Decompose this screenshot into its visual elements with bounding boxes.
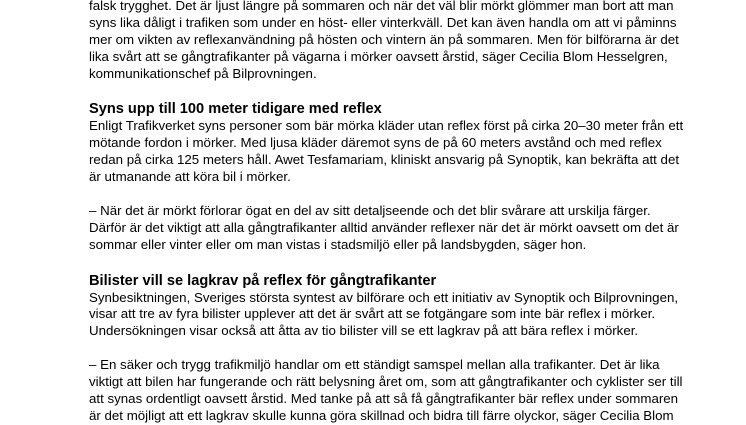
paragraph-quote-bilprovningen xyxy=(89,357,689,425)
text-line: redan på cirka 125 meters håll. Awet Tesfamariam, kliniskt ansvarig på Synoptik, kan bekräfta att det xyxy=(89,152,680,168)
paragraph-spacer xyxy=(89,83,689,100)
paragraph-trafikverket xyxy=(89,118,689,186)
paragraph-quote-synoptik xyxy=(89,203,689,254)
text-line: Undersökningen visar också att åtta av tio bilister vill se ett lagkrav på att bära reflex i mörker. xyxy=(89,323,639,339)
paragraph-synbesiktningen xyxy=(89,290,689,341)
paragraph-spacer xyxy=(89,186,689,203)
text-line: visar att tre av fyra bilister upplever att det är svårt att se fotgängare som inte bär reflex i mörker. xyxy=(89,306,656,322)
text-line: viktigt att bilen har fungerande och rätt belysning året om, som att gångtrafikanter och cyklister ser till xyxy=(89,374,683,390)
text-line: sommar eller vinter eller om man vistas i stadsmiljö eller på landsbygden, säger hon. xyxy=(89,236,587,252)
text-line: mer om vikten av reflexanvändning på hösten och vintern än på sommaren. Men för bilförarna är det xyxy=(89,31,679,47)
text-line: – När det är mörkt förlorar ögat en del av sitt detaljseende och det blir svårare att urskilja färger. xyxy=(89,202,651,218)
text-line: falsk trygghet. Det är ljust längre på sommaren och när det väl blir mörkt glömmer man bort att man xyxy=(89,0,674,13)
section-heading-law-requirement: Bilister vill se lagkrav på reflex för gångtrafikanter xyxy=(89,272,437,289)
text-line: kommunikationschef på Bilprovningen. xyxy=(89,65,317,81)
paragraph-spacer xyxy=(89,340,689,357)
text-line: mötande fordon i mörker. Med ljusa kläder däremot syns de på 60 meters avstånd och med reflex xyxy=(89,135,662,151)
paragraph-spacer xyxy=(89,254,689,271)
text-line: är det möjligt att ett lagkrav skulle kunna göra skillnad och bidra till färre olyckor, säger Cecilia Blom xyxy=(89,407,674,423)
document-page xyxy=(89,0,689,425)
text-line: – En säker och trygg trafikmiljö handlar om ett ständigt samspel mellan alla trafikanter. Det är lika xyxy=(89,357,660,373)
text-line: Enligt Trafikverket syns personer som bär mörka kläder utan reflex först på cirka 20–30 meter från ett xyxy=(89,118,684,134)
text-line: är utmanande att köra bil i mörker. xyxy=(89,169,291,185)
text-line: att synas ordentligt oavsett årstid. Med tanke på att så få gångtrafikanter bär reflex under sommaren xyxy=(89,390,679,406)
text-line: Synbesiktningen, Sveriges största syntest av bilförare och ett initiativ av Synoptik och Bilprovningen, xyxy=(89,289,679,305)
text-line: lika svårt att se gångtrafikanter på vägarna i mörker oavsett årstid, säger Cecilia Blom Hesselgren, xyxy=(89,48,668,64)
paragraph-intro xyxy=(89,0,689,83)
section-heading-reflex-distance: Syns upp till 100 meter tidigare med reflex xyxy=(89,101,382,118)
text-line: Därför är det viktigt att alla gångtrafikanter alltid använder reflexer när det är mörkt oavsett om det är xyxy=(89,219,679,235)
text-line: syns lika dåligt i trafiken som under en höst- eller vinterkväll. Det kan även handla om att vi påminns xyxy=(89,14,677,30)
